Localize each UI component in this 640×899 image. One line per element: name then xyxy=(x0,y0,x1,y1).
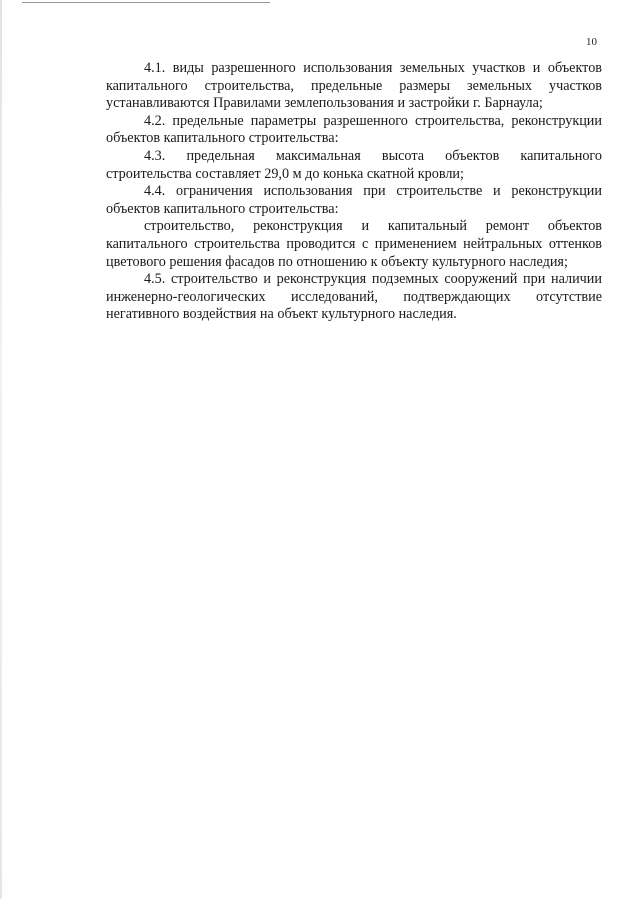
paragraph-4-2: 4.2. предельные параметры разрешенного строительства, реконструкции объектов капитального строительства: xyxy=(106,112,602,147)
page-number: 10 xyxy=(586,36,597,48)
scan-edge-shadow xyxy=(0,0,2,899)
paragraph-4-1: 4.1. виды разрешенного использования земельных участков и объектов капитального строительства, предельные размеры земельных участков устанавливаются Правилами землепользования и застройки г. Барнаула; xyxy=(106,60,602,112)
paragraph-4-3: 4.3. предельная максимальная высота объектов капитального строительства составляет 29,0 м до конька скатной кровли; xyxy=(106,147,602,182)
paragraph-4-4-detail: строительство, реконструкция и капитальный ремонт объектов капитального строительства проводится с применением нейтральных оттенков цветового решения фасадов по отношению к объекту культурного наследия; xyxy=(106,218,602,270)
paragraph-4-4: 4.4. ограничения использования при строительстве и реконструкции объектов капитального строительства: xyxy=(106,183,602,217)
scan-top-rule xyxy=(22,2,270,3)
paragraph-4-5: 4.5. строительство и реконструкция подземных сооружений при наличии инженерно-геологических исследований, подтверждающих отсутствие негативного воздействия на объект культурного наследия. xyxy=(106,271,602,323)
document-body xyxy=(106,60,602,324)
